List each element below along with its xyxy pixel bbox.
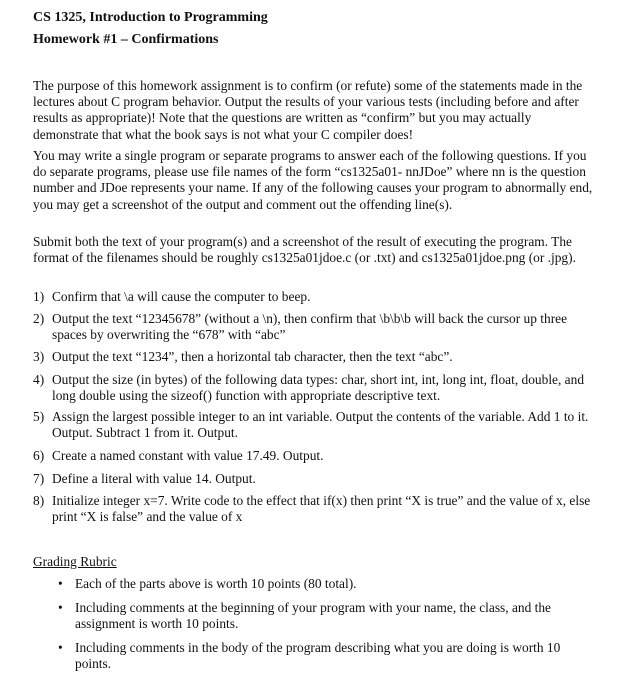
task-number: 7) [33,471,45,486]
intro-paragraph: The purpose of this homework assignment is to confirm (or refute) some of the statements made in the lectures about C program behavior. Output the results of your various tests (including before and after results as appropriate)! Note that the questions are written as “confirm” but you may actually demonstrate that what the book says is not what your C compiler does! [33,78,583,142]
task-item [33,493,593,525]
course-title: CS 1325, Introduction to Programming [33,10,268,25]
task-text: Initialize integer x=7. Write code to the effect that if(x) then print “X is true” and the value of x, else print “X is false” and the value of x [52,493,591,525]
rubric-item [58,576,578,592]
task-number: 6) [33,448,45,463]
rubric-heading: Grading Rubric [33,554,117,569]
task-number: 3) [33,349,45,364]
task-text: Create a named constant with value 17.49. Output. [52,448,324,463]
task-number: 2) [33,311,45,326]
task-number: 4) [33,372,45,387]
task-text: Output the text “1234”, then a horizontal tab character, then the text “abc”. [52,349,453,364]
task-item [33,448,593,464]
task-number: 8) [33,493,45,508]
rubric-item-text: Including comments at the beginning of your program with your name, the class, and the assignment is worth 10 points. [75,600,551,632]
submission-paragraph: Submit both the text of your program(s) and a screenshot of the result of executing the program. The format of the filenames should be roughly cs1325a01jdoe.c (or .txt) and cs1325a01jdoe.png (or .jpg). [33,234,576,266]
task-text: Define a literal with value 14. Output. [52,471,256,486]
rubric-item-text: Each of the parts above is worth 10 points (80 total). [75,576,357,591]
task-item [33,289,593,305]
task-item [33,349,593,365]
rubric-item [58,600,578,632]
task-text: Assign the largest possible integer to an int variable. Output the contents of the variable. Add 1 to it. Output. Subtract 1 from it. Output. [52,409,589,441]
task-item [33,409,593,441]
bullet-icon: • [58,600,63,615]
bullet-icon: • [58,576,63,591]
task-number: 5) [33,409,45,424]
task-number: 1) [33,289,45,304]
task-item [33,471,593,487]
task-text: Confirm that \a will cause the computer to beep. [52,289,311,304]
task-text: Output the size (in bytes) of the following data types: char, short int, int, long int, float, double, and long double using the sizeof() function with appropriate descriptive text. [52,372,585,404]
rubric-item [58,640,578,672]
task-item [33,372,593,404]
assignment-title: Homework #1 – Confirmations [33,32,219,47]
task-text: Output the text “12345678” (without a \n), then confirm that \b\b\b will back the cursor up three spaces by overwriting the “678” with “abc” [52,311,568,343]
bullet-icon: • [58,640,63,655]
rubric-item-text: Including comments in the body of the program describing what you are doing is worth 10 points. [75,640,561,672]
instructions-paragraph: You may write a single program or separate programs to answer each of the following questions. If you do separate programs, please use file names of the form “cs1325a01- nnJDoe” where nn is the question number and JDoe represents your name. If any of the following causes your program to abnormally end, you may get a screenshot of the output and comment out the offending line(s). [33,148,593,212]
task-item [33,311,593,343]
